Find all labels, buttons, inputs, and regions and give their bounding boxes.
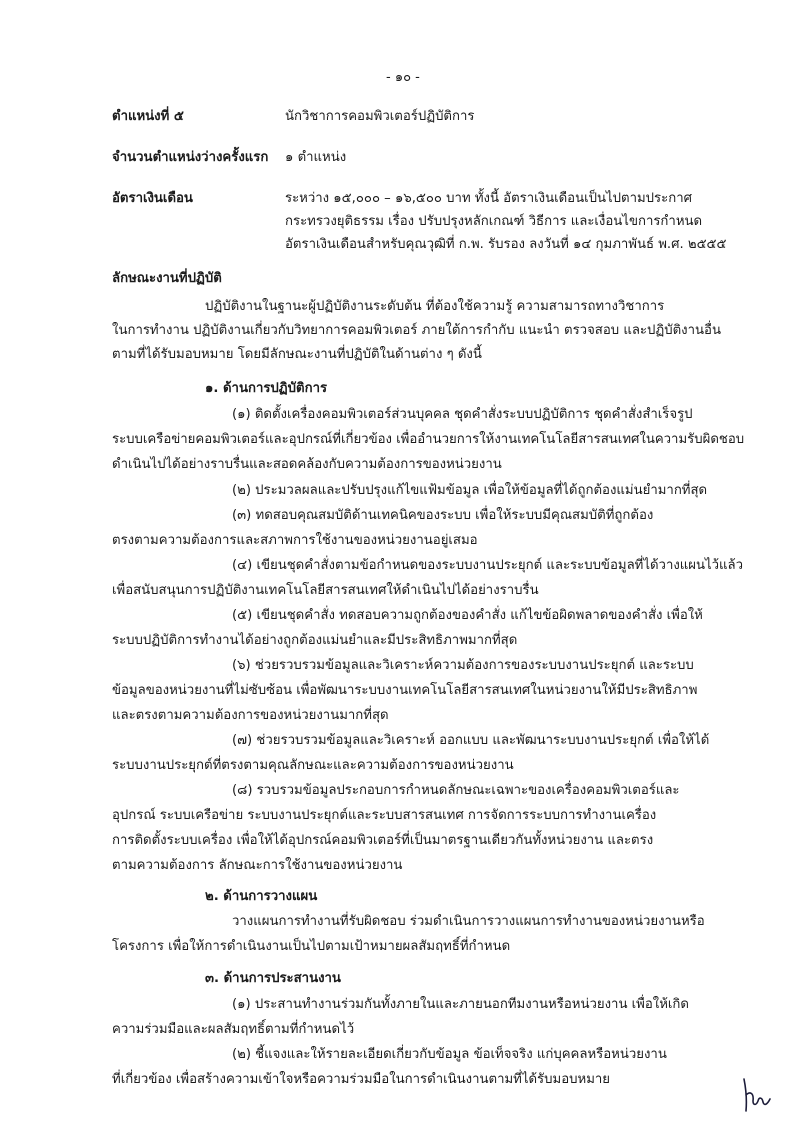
s1-item8-line: (๘) รวบรวมข้อมูลประกอบการกำหนดลักษณะเฉพาะของเครื่องคอมพิวเตอร์และ bbox=[232, 783, 680, 798]
intro-line: ปฏิบัติงานในฐานะผู้ปฏิบัติงานระดับต้น ที่ต้องใช้ความรู้ ความสามารถทางวิชาการ bbox=[205, 299, 665, 314]
vacancy-value: ๑ ตำแหน่ง bbox=[285, 150, 347, 165]
s1-item8-line: การติดตั้งระบบเครื่อง เพื่อให้ได้อุปกรณ์คอมพิวเตอร์ที่เป็นมาตรฐานเดียวกันทั้งหน่วยงาน และตรง bbox=[112, 833, 654, 848]
s1-item1-line: (๑) ติดตั้งเครื่องคอมพิวเตอร์ส่วนบุคคล ชุดคำสั่งระบบปฏิบัติการ ชุดคำสั่งสำเร็จรูป bbox=[232, 407, 693, 422]
s1-item1-line: ระบบเครือข่ายคอมพิวเตอร์และอุปกรณ์ที่เกี่ยวข้อง เพื่ออำนวยการให้งานเทคโนโลยีสารสนเทศในความรับผิดชอบ bbox=[112, 432, 745, 447]
position-value: นักวิชาการคอมพิวเตอร์ปฏิบัติการ bbox=[285, 109, 475, 124]
s1-item6-line: (๖) ช่วยรวบรวมข้อมูลและวิเคราะห์ความต้องการของระบบงานประยุกต์ และระบบ bbox=[232, 658, 694, 673]
section1-title: ๑. ด้านการปฏิบัติการ bbox=[205, 381, 328, 396]
s1-item8-line: อุปกรณ์ ระบบเครือข่าย ระบบงานประยุกต์และระบบสารสนเทศ การจัดการระบบการทำงานเครื่อง bbox=[112, 808, 657, 823]
intro-line: ตามที่ได้รับมอบหมาย โดยมีลักษณะงานที่ปฏิบัติในด้านต่าง ๆ ดังนี้ bbox=[112, 347, 482, 362]
s1-item7-line: ระบบงานประยุกต์ที่ตรงตามคุณลักษณะและความต้องการของหน่วยงาน bbox=[112, 758, 514, 773]
s1-item1-line: ดำเนินไปได้อย่างราบรื่นและสอดคล้องกับความต้องการของหน่วยงาน bbox=[112, 457, 502, 472]
s1-item5-line: (๕) เขียนชุดคำสั่ง ทดสอบความถูกต้องของคำสั่ง แก้ไขข้อผิดพลาดของคำสั่ง เพื่อให้ bbox=[232, 608, 703, 623]
s2-line: วางแผนการทำงานที่รับผิดชอบ ร่วมดำเนินการวางแผนการทำงานของหน่วยงานหรือ bbox=[232, 914, 705, 929]
section3-title: ๓. ด้านการประสานงาน bbox=[205, 971, 341, 986]
s1-item3-line: (๓) ทดสอบคุณสมบัติด้านเทคนิคของระบบ เพื่อให้ระบบมีคุณสมบัติที่ถูกต้อง bbox=[232, 508, 654, 523]
s3-item2-line: ที่เกี่ยวข้อง เพื่อสร้างความเข้าใจหรือความร่วมมือในการดำเนินงานตามที่ได้รับมอบหมาย bbox=[112, 1072, 611, 1087]
s3-item2-line: (๒) ชี้แจงและให้รายละเอียดเกี่ยวกับข้อมูล ข้อเท็จจริง แก่บุคคลหรือหน่วยงาน bbox=[232, 1047, 667, 1062]
s1-item5-line: ระบบปฏิบัติการทำงานได้อย่างถูกต้องแม่นยำและมีประสิทธิภาพมากที่สุด bbox=[112, 633, 518, 648]
s1-item6-line: และตรงตามความต้องการของหน่วยงานมากที่สุด bbox=[112, 708, 389, 723]
salary-label: อัตราเงินเดือน bbox=[112, 191, 193, 206]
intro-line: ในการทำงาน ปฏิบัติงานเกี่ยวกับวิทยาการคอมพิวเตอร์ ภายใต้การกำกับ แนะนำ ตรวจสอบ และปฏิบัติงานอื่น bbox=[112, 323, 721, 338]
handwritten-initials bbox=[738, 1075, 772, 1115]
s1-item3-line: ตรงตามความต้องการและสภาพการใช้งานของหน่วยงานอยู่เสมอ bbox=[112, 533, 478, 548]
s1-item4-line: เพื่อสนับสนุนการปฏิบัติงานเทคโนโลยีสารสนเทศให้ดำเนินไปได้อย่างราบรื่น bbox=[112, 583, 539, 598]
page-number: - ๑๐ - bbox=[386, 70, 420, 85]
section2-title: ๒. ด้านการวางแผน bbox=[205, 889, 318, 904]
s2-line: โครงการ เพื่อให้การดำเนินงานเป็นไปตามเป้าหมายผลสัมฤทธิ์ที่กำหนด bbox=[112, 939, 511, 954]
s1-item7-line: (๗) ช่วยรวบรวมข้อมูลและวิเคราะห์ ออกแบบ และพัฒนาระบบงานประยุกต์ เพื่อให้ได้ bbox=[232, 733, 710, 748]
salary-line: กระทรวงยุติธรรม เรื่อง ปรับปรุงหลักเกณฑ์ วิธีการ และเงื่อนไขการกำหนด bbox=[285, 214, 703, 229]
salary-line: ระหว่าง ๑๕,๐๐๐ – ๑๖,๕๐๐ บาท ทั้งนี้ อัตราเงินเดือนเป็นไปตามประกาศ bbox=[285, 191, 692, 206]
position-label: ตำแหน่งที่ ๕ bbox=[112, 109, 184, 124]
vacancy-label: จำนวนตำแหน่งว่างครั้งแรก bbox=[112, 150, 269, 165]
s1-item4-line: (๔) เขียนชุดคำสั่งตามข้อกำหนดของระบบงานประยุกต์ และระบบข้อมูลที่ได้วางแผนไว้แล้ว bbox=[232, 558, 744, 573]
salary-line: อัตราเงินเดือนสำหรับคุณวุฒิที่ ก.พ. รับรอง ลงวันที่ ๑๔ กุมภาพันธ์ พ.ศ. ๒๕๕๕ bbox=[285, 237, 727, 252]
s3-item1-line: ความร่วมมือและผลสัมฤทธิ์ตามที่กำหนดไว้ bbox=[112, 1022, 355, 1037]
s1-item2-line: (๒) ประมวลผลและปรับปรุงแก้ไขแฟ้มข้อมูล เพื่อให้ข้อมูลที่ได้ถูกต้องแม่นยำมากที่สุด bbox=[232, 483, 708, 498]
s1-item8-line: ตามความต้องการ ลักษณะการใช้งานของหน่วยงาน bbox=[112, 858, 403, 873]
duties-heading: ลักษณะงานที่ปฏิบัติ bbox=[112, 271, 222, 286]
s3-item1-line: (๑) ประสานทำงานร่วมกันทั้งภายในและภายนอกทีมงานหรือหน่วยงาน เพื่อให้เกิด bbox=[232, 997, 689, 1012]
s1-item6-line: ข้อมูลของหน่วยงานที่ไม่ซับซ้อน เพื่อพัฒนาระบบงานเทคโนโลยีสารสนเทศในหน่วยงานให้มีประสิทธิภาพ bbox=[112, 683, 698, 698]
